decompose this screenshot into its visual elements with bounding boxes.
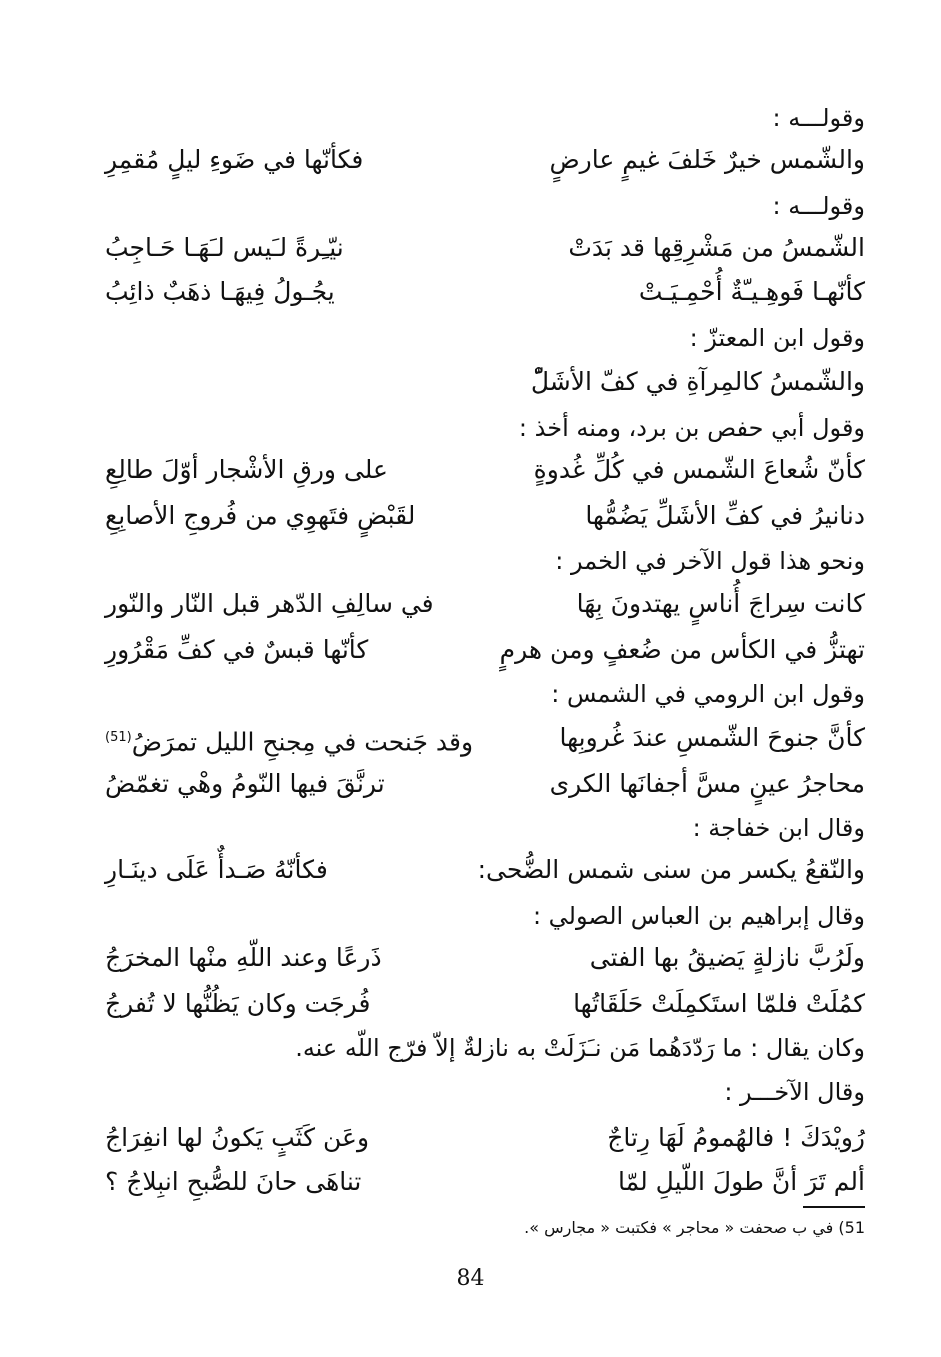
page-number: 84 [456, 1266, 485, 1291]
section-label: وقولـــه : [772, 104, 865, 132]
first-hemistich: الشّمسُ من مَشْرِقِها قد بَدَتْ [568, 233, 865, 262]
first-hemistich: كأنّهـا فَوهِـيـّةٌ أُحْمِـيَـتْ [638, 277, 865, 306]
verse-line [105, 448, 865, 492]
first-hemistich: تهتزُّ في الكأس من ضُعفٍ ومن هرمٍ [499, 635, 865, 664]
first-hemistich: كأنّ شُعاعَ الشّمس في كُلِّ غُدوةٍ [533, 455, 865, 484]
first-hemistich: ألم تَرَ أنَّ طولَ اللّيلِ لمّا [618, 1167, 865, 1196]
second-hemistich: كأنّها قبسٌ في كفِّ مَقْرُورِ [105, 635, 369, 664]
second-hemistich: يجُـولُ فِيهَـا ذهَبٌ ذائِبُ [105, 277, 335, 306]
second-hemistich: تناهَى حانَ للصُّبحِ انبِلاجُ ؟ [105, 1167, 362, 1196]
second-hemistich: فُرجَت وكان يَظُنُّها لا تُفرجُ [105, 989, 371, 1018]
second-hemistich: فكأنّها في ضَوءِ ليلٍ مُقمِرِ [105, 145, 364, 174]
second-hemistich: نيّـِرةً لـَيس لـَهَـا حَـاجِبُ [105, 233, 344, 262]
footnote-marker: (51) [105, 730, 132, 745]
second-hemistich: ترنَّقَ فيها النّومُ وهْي تغمّضُ [105, 769, 385, 798]
section-label: وقول أبي حفص بن برد، ومنه أخذ : [518, 414, 865, 442]
prose-line: وكان يقال : ما رَدّدَهُما مَن نـَزَلَتْ به نازلةٌ إلاّ فرّج اللّه عنه. [295, 1034, 865, 1062]
verse-line [105, 628, 865, 672]
footnote-separator [803, 1206, 865, 1208]
section-label: وقال ابن خفاجة : [692, 814, 865, 842]
verse-line [105, 716, 865, 760]
verse-line [105, 494, 865, 538]
first-hemistich: والشّمس خيرٌ خَلفَ غيمٍ عارضٍ [549, 145, 865, 174]
verse-line [105, 848, 865, 892]
first-hemistich: كأنَّ جنوحَ الشّمسِ عندَ غُروبِها [559, 723, 865, 752]
verse-line [105, 582, 865, 626]
verse-line [105, 982, 865, 1026]
section-label: ونحو هذا قول الآخر في الخمر : [555, 547, 865, 575]
first-hemistich: ولَرُبَّ نازلةٍ يَضيقُ بها الفتى [589, 943, 865, 972]
first-hemistich: والنّقعُ يكسر من سنى شمس الضُّحى: [477, 855, 865, 884]
first-hemistich: رُويْدَكَ ! فالهُمومُ لَهَا رِتاجٌ [607, 1123, 865, 1152]
first-hemistich: كانت سِراجَ أُناسٍ يهتدونَ بِهَا [576, 589, 865, 618]
second-hemistich: ذَرعًا وعند اللّهِ منْها المخرَجُ [105, 943, 382, 972]
verse-line [105, 226, 865, 270]
second-hemistich: على ورقِ الأشْجار أوّلَ طالِعِ [105, 455, 388, 484]
first-hemistich: دنانيرُ في كفِّ الأشَلِّ يَضُمُّها [585, 501, 865, 530]
verse-line [105, 1116, 865, 1160]
second-hemistich: فكأنّهُ صَـدأٌ عَلَى دينَـارِ [105, 855, 328, 884]
verse-line [105, 270, 865, 314]
section-label: وقال إبراهيم بن العباس الصولي : [532, 902, 865, 930]
verse-line [105, 138, 865, 182]
section-label: وقول ابن المعتزّ : [689, 324, 865, 352]
section-label: وقولـــه : [772, 192, 865, 220]
second-hemistich: لقَبْضٍ فتَهوِي من فُروجِ الأصابِعِ [105, 501, 416, 530]
second-hemistich: في سالِفِ الدّهر قبل النّار والنّور [105, 589, 434, 618]
second-hemistich [105, 716, 473, 764]
verse-line [105, 762, 865, 806]
first-hemistich: كمُلَتْ فلمّا استَكمِلَتْ حَلَقَاتُها [573, 989, 865, 1018]
section-label: وقال الآخـــر : [724, 1078, 865, 1106]
second-hemistich: وعَن كَثَبٍ يَكونُ لها انفِرَاجُ [105, 1123, 370, 1152]
verse-line [105, 1160, 865, 1204]
footnote: 51) في ب صحفت « محاجر » فكتبت « مجارس ». [524, 1218, 865, 1237]
first-hemistich: محاجرُ عينٍ مسَّ أجفانَها الكرى [549, 769, 865, 798]
verse-line [105, 936, 865, 980]
first-hemistich: والشّمسُ كالمِرآةِ في كفّ الأشَلّْ [530, 367, 865, 396]
second-hemistich-text: وقد جَنحت في مِجنحِ الليل تمرَضُ [131, 727, 474, 757]
verse-line [105, 360, 865, 404]
section-label: وقول ابن الرومي في الشمس : [551, 680, 865, 708]
